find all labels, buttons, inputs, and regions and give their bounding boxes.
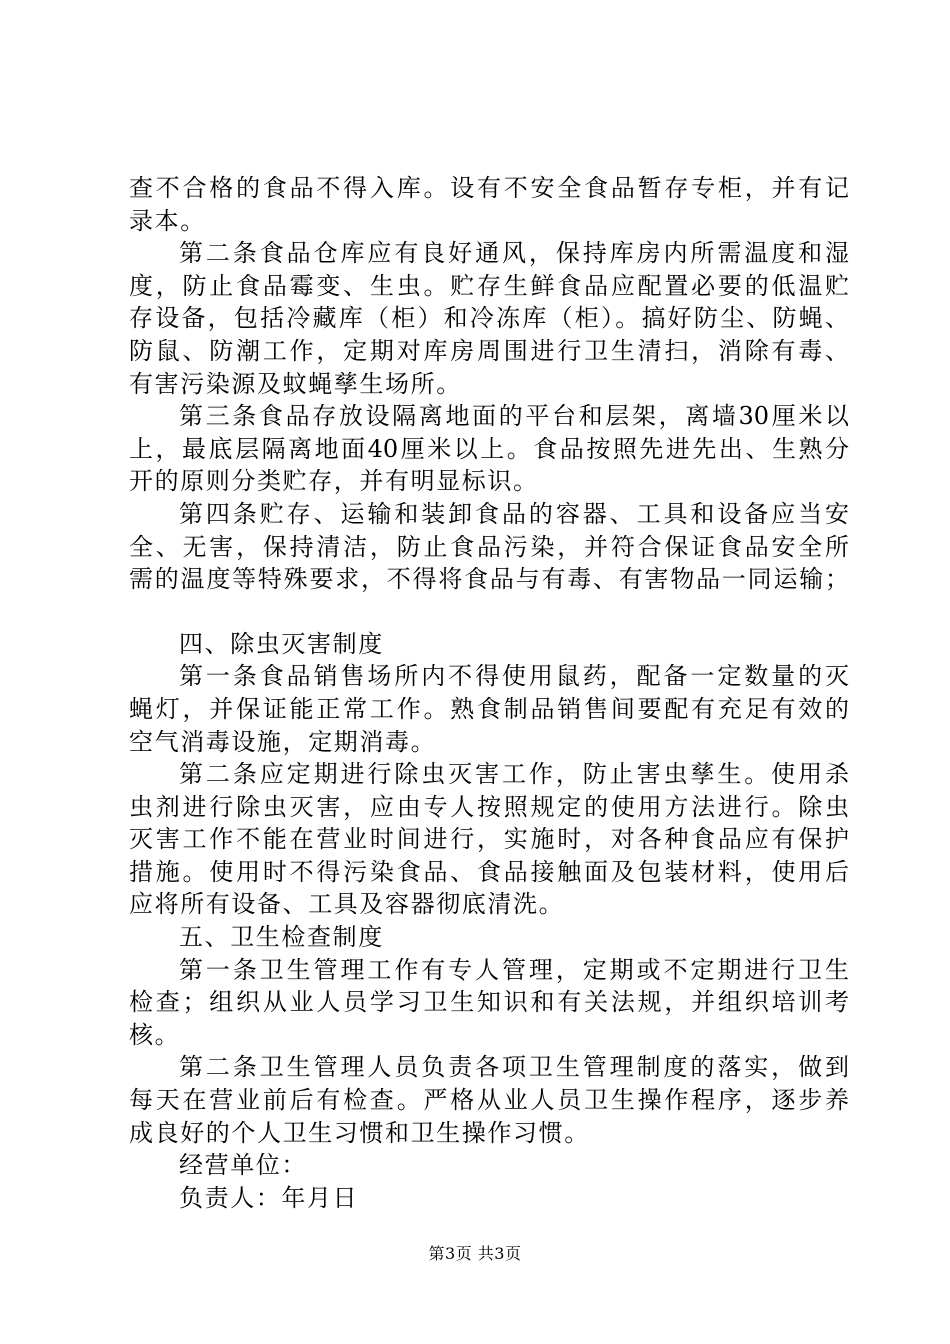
paragraph-start: 第一条食品销售场所内不得使用鼠药，配备一定数量的灭 [179, 662, 849, 691]
paragraph-start: 第二条食品仓库应有良好通风，保持库房内所需温度和湿 [179, 239, 849, 268]
text-line: 每天在营业前后有检查。严格从业人员卫生操作程序，逐步养 [129, 1086, 849, 1115]
signature-unit: 经营单位： [179, 1151, 307, 1180]
text-line: 需的温度等特殊要求，不得将食品与有毒、有害物品一同运输； [129, 565, 849, 594]
document-body [129, 172, 849, 1214]
text-line: 开的原则分类贮存，并有明显标识。 [129, 467, 539, 496]
text-line: 灭害工作不能在营业时间进行，实施时，对各种食品应有保护 [129, 825, 849, 854]
text-line: 上，最底层隔离地面40厘米以上。食品按照先进先出、生熟分 [129, 434, 849, 463]
text-line: 录本。 [129, 206, 206, 235]
section-heading: 五、卫生检查制度 [179, 923, 384, 952]
text-line: 虫剂进行除虫灭害，应由专人按照规定的使用方法进行。除虫 [129, 792, 849, 821]
paragraph-start: 第一条卫生管理工作有专人管理，定期或不定期进行卫生 [179, 955, 849, 984]
text-line: 核。 [129, 1020, 181, 1049]
text-line: 措施。使用时不得污染食品、食品接触面及包装材料，使用后 [129, 857, 849, 886]
signature-person: 负责人：年月日 [179, 1183, 359, 1212]
paragraph-start: 第四条贮存、运输和装卸食品的容器、工具和设备应当安 [179, 499, 849, 528]
blank-line [129, 596, 849, 628]
text-line: 查不合格的食品不得入库。设有不安全食品暂存专柜，并有记 [129, 174, 849, 202]
paragraph-start: 第二条卫生管理人员负责各项卫生管理制度的落实，做到 [179, 1053, 849, 1082]
text-line: 度，防止食品霉变、生虫。贮存生鲜食品应配置必要的低温贮 [129, 271, 849, 300]
text-line: 存设备，包括冷藏库（柜）和冷冻库（柜）。搞好防尘、防蝇、 [129, 304, 849, 333]
text-line: 蝇灯，并保证能正常工作。熟食制品销售间要配有充足有效的 [129, 694, 849, 723]
text-line: 应将所有设备、工具及容器彻底清洗。 [129, 890, 565, 919]
page-number: 第3页 共3页 [428, 1244, 522, 1263]
text-line: 全、无害，保持清洁，防止食品污染，并符合保证食品安全所 [129, 532, 849, 561]
paragraph-start: 第二条应定期进行除虫灭害工作，防止害虫孳生。使用杀 [179, 760, 849, 789]
paragraph-start: 第三条食品存放设隔离地面的平台和层架，离墙30厘米以 [179, 402, 849, 431]
section-heading: 四、除虫灭害制度 [179, 629, 384, 658]
text-line: 空气消毒设施，定期消毒。 [129, 727, 437, 756]
text-line: 成良好的个人卫生习惯和卫生操作习惯。 [129, 1118, 590, 1147]
text-line: 防鼠、防潮工作，定期对库房周围进行卫生清扫，消除有毒、 [129, 336, 849, 365]
text-line: 有害污染源及蚊蝇孳生场所。 [129, 369, 462, 398]
text-line: 检查；组织从业人员学习卫生知识和有关法规，并组织培训考 [129, 988, 849, 1017]
